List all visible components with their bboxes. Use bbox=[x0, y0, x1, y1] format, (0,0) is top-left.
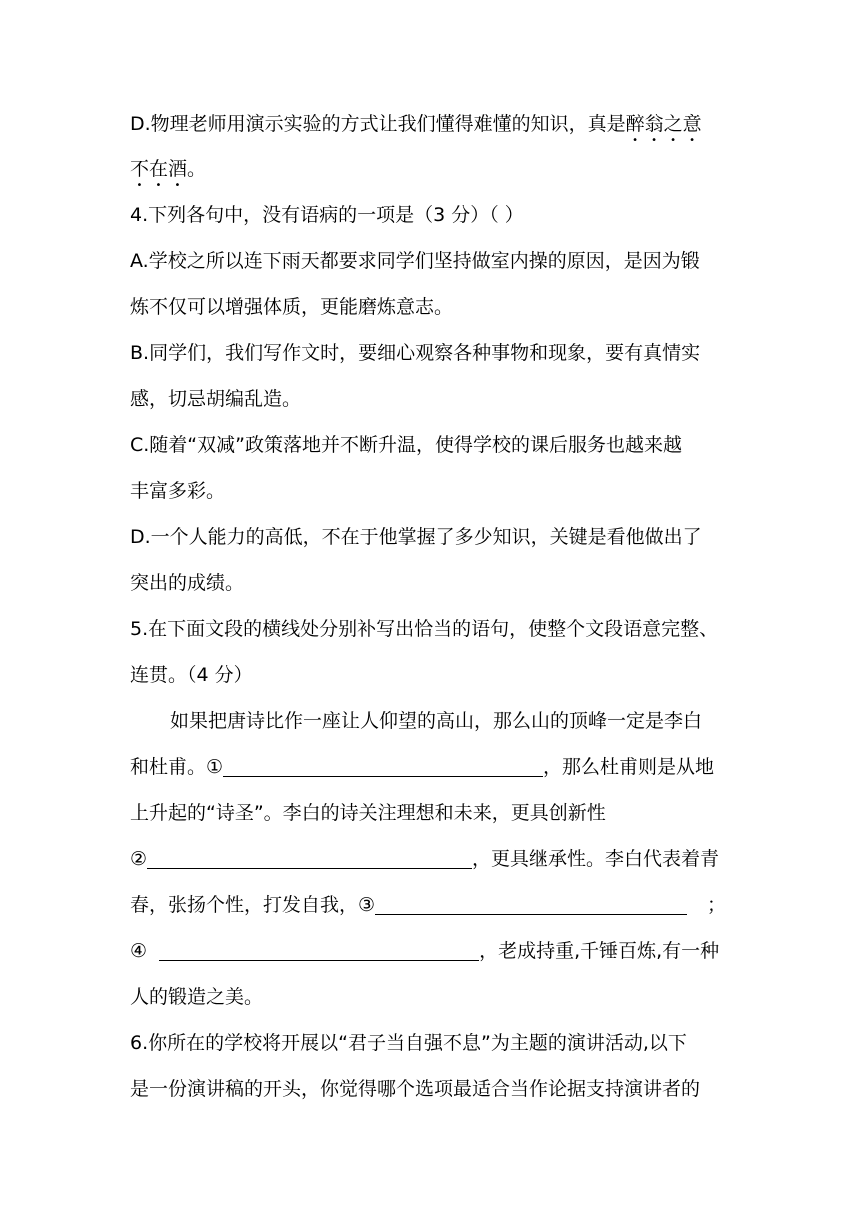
q6-stem-line1: 6.你所在的学校将开展以“君子当自强不息”为主题的演讲活动,以下 bbox=[130, 1032, 687, 1054]
q5-passage-line6: ④ ，老成持重,千锤百炼,有一种 bbox=[130, 940, 720, 962]
q3-option-d-line1: D.物理老师用演示实验的方式让我们懂得难懂的知识，真是醉翁之意 bbox=[130, 113, 702, 135]
q6-stem-line2: 是一份演讲稿的开头，你觉得哪个选项最适合当作论据支持演讲者的 bbox=[130, 1078, 701, 1100]
emphasis-text: 醉翁之意 bbox=[625, 113, 702, 135]
q4-option-c-line2: 丰富多彩。 bbox=[130, 480, 226, 502]
q4-option-d-line2: 突出的成绩。 bbox=[130, 572, 245, 594]
q4-option-d-line1: D.一个人能力的高低，不在于他掌握了多少知识，关键是看他做出了 bbox=[130, 526, 702, 548]
q5-stem-line2: 连贯。（4 分） bbox=[130, 664, 253, 686]
answer-blank-1[interactable] bbox=[223, 756, 543, 777]
answer-blank-3[interactable] bbox=[375, 894, 687, 915]
q5-passage-line7: 人的锻造之美。 bbox=[130, 986, 264, 1008]
q4-option-b-line2: 感，切忌胡编乱造。 bbox=[130, 388, 302, 410]
q4-option-a-line2: 炼不仅可以增强体质，更能磨炼意志。 bbox=[130, 296, 454, 318]
q4-stem: 4.下列各句中，没有语病的一项是（3 分）（ ） bbox=[130, 204, 524, 226]
q5-passage-line1: 如果把唐诗比作一座让人仰望的高山，那么山的顶峰一定是李白 bbox=[170, 710, 703, 732]
q5-passage-line3: 上升起的“诗圣”。李白的诗关注理想和未来，更具创新性 bbox=[130, 802, 606, 824]
q3-option-d-line2: 不在酒。 bbox=[130, 158, 207, 180]
q5-passage-line5: 春，张扬个性，打发自我，③ ； bbox=[130, 894, 727, 916]
emphasis-text: 不在酒 bbox=[130, 158, 188, 180]
q4-option-c-line1: C.随着“双减”政策落地并不断升温，使得学校的课后服务也越来越 bbox=[130, 434, 682, 456]
answer-blank-4[interactable] bbox=[159, 940, 479, 961]
q5-stem-line1: 5.在下面文段的横线处分别补写出恰当的语句，使整个文段语意完整、 bbox=[130, 618, 719, 640]
q5-passage-line4: ② ，更具继承性。李白代表着青 bbox=[130, 848, 720, 870]
q4-option-b-line1: B.同学们，我们写作文时，要细心观察各种事物和现象，要有真情实 bbox=[130, 342, 701, 364]
answer-blank-2[interactable] bbox=[147, 848, 472, 869]
q5-passage-line2: 和杜甫。① ，那么杜甫则是从地 bbox=[130, 756, 715, 778]
q4-option-a-line1: A.学校之所以连下雨天都要求同学们坚持做室内操的原因，是因为锻 bbox=[130, 250, 700, 272]
